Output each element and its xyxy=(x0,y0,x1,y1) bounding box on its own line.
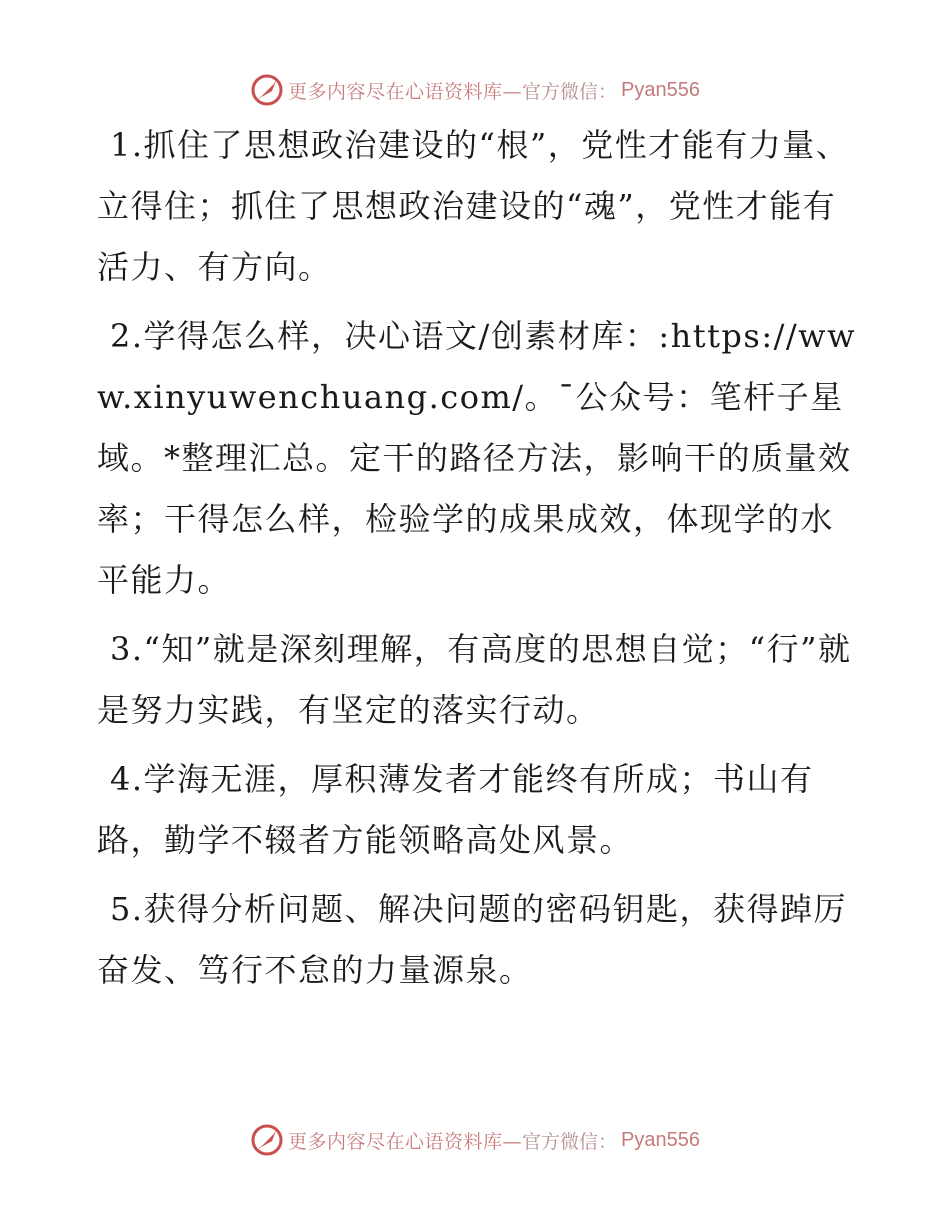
paragraph-1: 1.抓住了思想政治建设的“根”，党性才能有力量、立得住；抓住了思想政治建设的“魂”，党性才能有活力、有方向。 xyxy=(97,126,850,286)
paragraph-2: 2.学得怎么样，决心语文/创素材库：:https://www.xinyuwenchuang.com/。¯公众号：笔杆子星域。*整理汇总。定干的路径方法，影响干的质量效率；干得怎么样，检验学的成果成效，体现学的水平能力。 xyxy=(97,317,856,599)
header-text: 更多内容尽在心语资料库— xyxy=(288,80,523,103)
feather-circle-logo-icon xyxy=(250,1123,284,1157)
document-body xyxy=(97,115,857,1009)
feather-circle-logo-icon xyxy=(250,73,284,107)
header-contact-label: 官方微信： xyxy=(522,80,618,103)
paragraph-5: 5.获得分析问题、解决问题的密码钥匙，获得踔厉奋发、笃行不怠的力量源泉。 xyxy=(97,890,848,989)
paragraph-4: 4.学海无涯，厚积薄发者才能终有所成；书山有路，勤学不辍者方能领略高处风景。 xyxy=(97,760,814,859)
footer-watermark xyxy=(0,1120,950,1160)
footer-contact-id: Pyan556 xyxy=(621,1128,700,1151)
header-contact-id: Pyan556 xyxy=(621,78,700,101)
header-watermark xyxy=(0,70,950,110)
footer-contact-label: 官方微信： xyxy=(522,1130,618,1153)
footer-text: 更多内容尽在心语资料库— xyxy=(288,1130,523,1153)
paragraph-3: 3.“知”就是深刻理解，有高度的思想自觉；“行”就是努力实践，有坚定的落实行动。 xyxy=(97,630,852,729)
